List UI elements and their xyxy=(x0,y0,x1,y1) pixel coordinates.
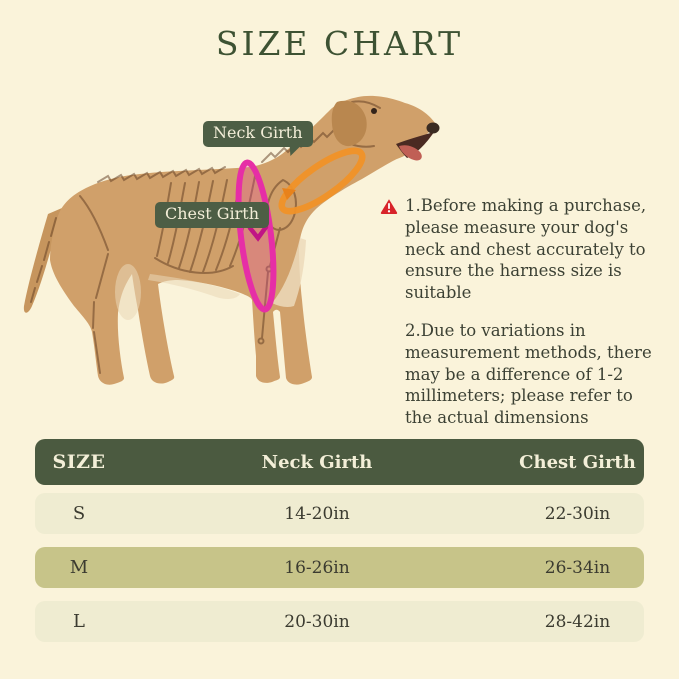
note-1-row xyxy=(380,195,665,304)
dog-thigh-fur-patch xyxy=(115,264,141,320)
table-row-s xyxy=(35,493,644,534)
note-1: 1.Before making a purchase, please measure your dog's neck and chest accurately to ensure the harness size is suitable xyxy=(405,196,647,303)
measurement-notes xyxy=(380,195,665,429)
table-row-l xyxy=(35,601,644,642)
size-value: S xyxy=(72,503,86,524)
table-row-m xyxy=(35,547,644,588)
chest-girth-value: 26-34in xyxy=(544,557,611,578)
dog-eye xyxy=(371,108,377,114)
warning-icon xyxy=(380,198,398,215)
note-2: 2.Due to variations in measurement methods, there may be a difference of 1-2 millimeters; please refer to the actual dimensions xyxy=(405,320,652,428)
dog-nose xyxy=(427,123,440,134)
size-table xyxy=(35,439,644,655)
size-value: L xyxy=(73,611,85,632)
size-table-header xyxy=(35,439,644,485)
size-value: M xyxy=(69,557,89,578)
neck-girth-value: 20-30in xyxy=(284,611,350,632)
chest-girth-value: 22-30in xyxy=(544,503,611,524)
chest-girth-label: Chest Girth xyxy=(155,202,269,228)
header-chest-girth: Chest Girth xyxy=(519,451,636,473)
neck-girth-label: Neck Girth xyxy=(203,121,313,147)
header-size: SIZE xyxy=(52,451,106,473)
chest-girth-value: 28-42in xyxy=(544,611,611,632)
page-title: SIZE CHART xyxy=(215,24,464,63)
neck-girth-value: 16-26in xyxy=(284,557,350,578)
header-neck-girth: Neck Girth xyxy=(261,451,373,473)
neck-girth-value: 14-20in xyxy=(284,503,350,524)
